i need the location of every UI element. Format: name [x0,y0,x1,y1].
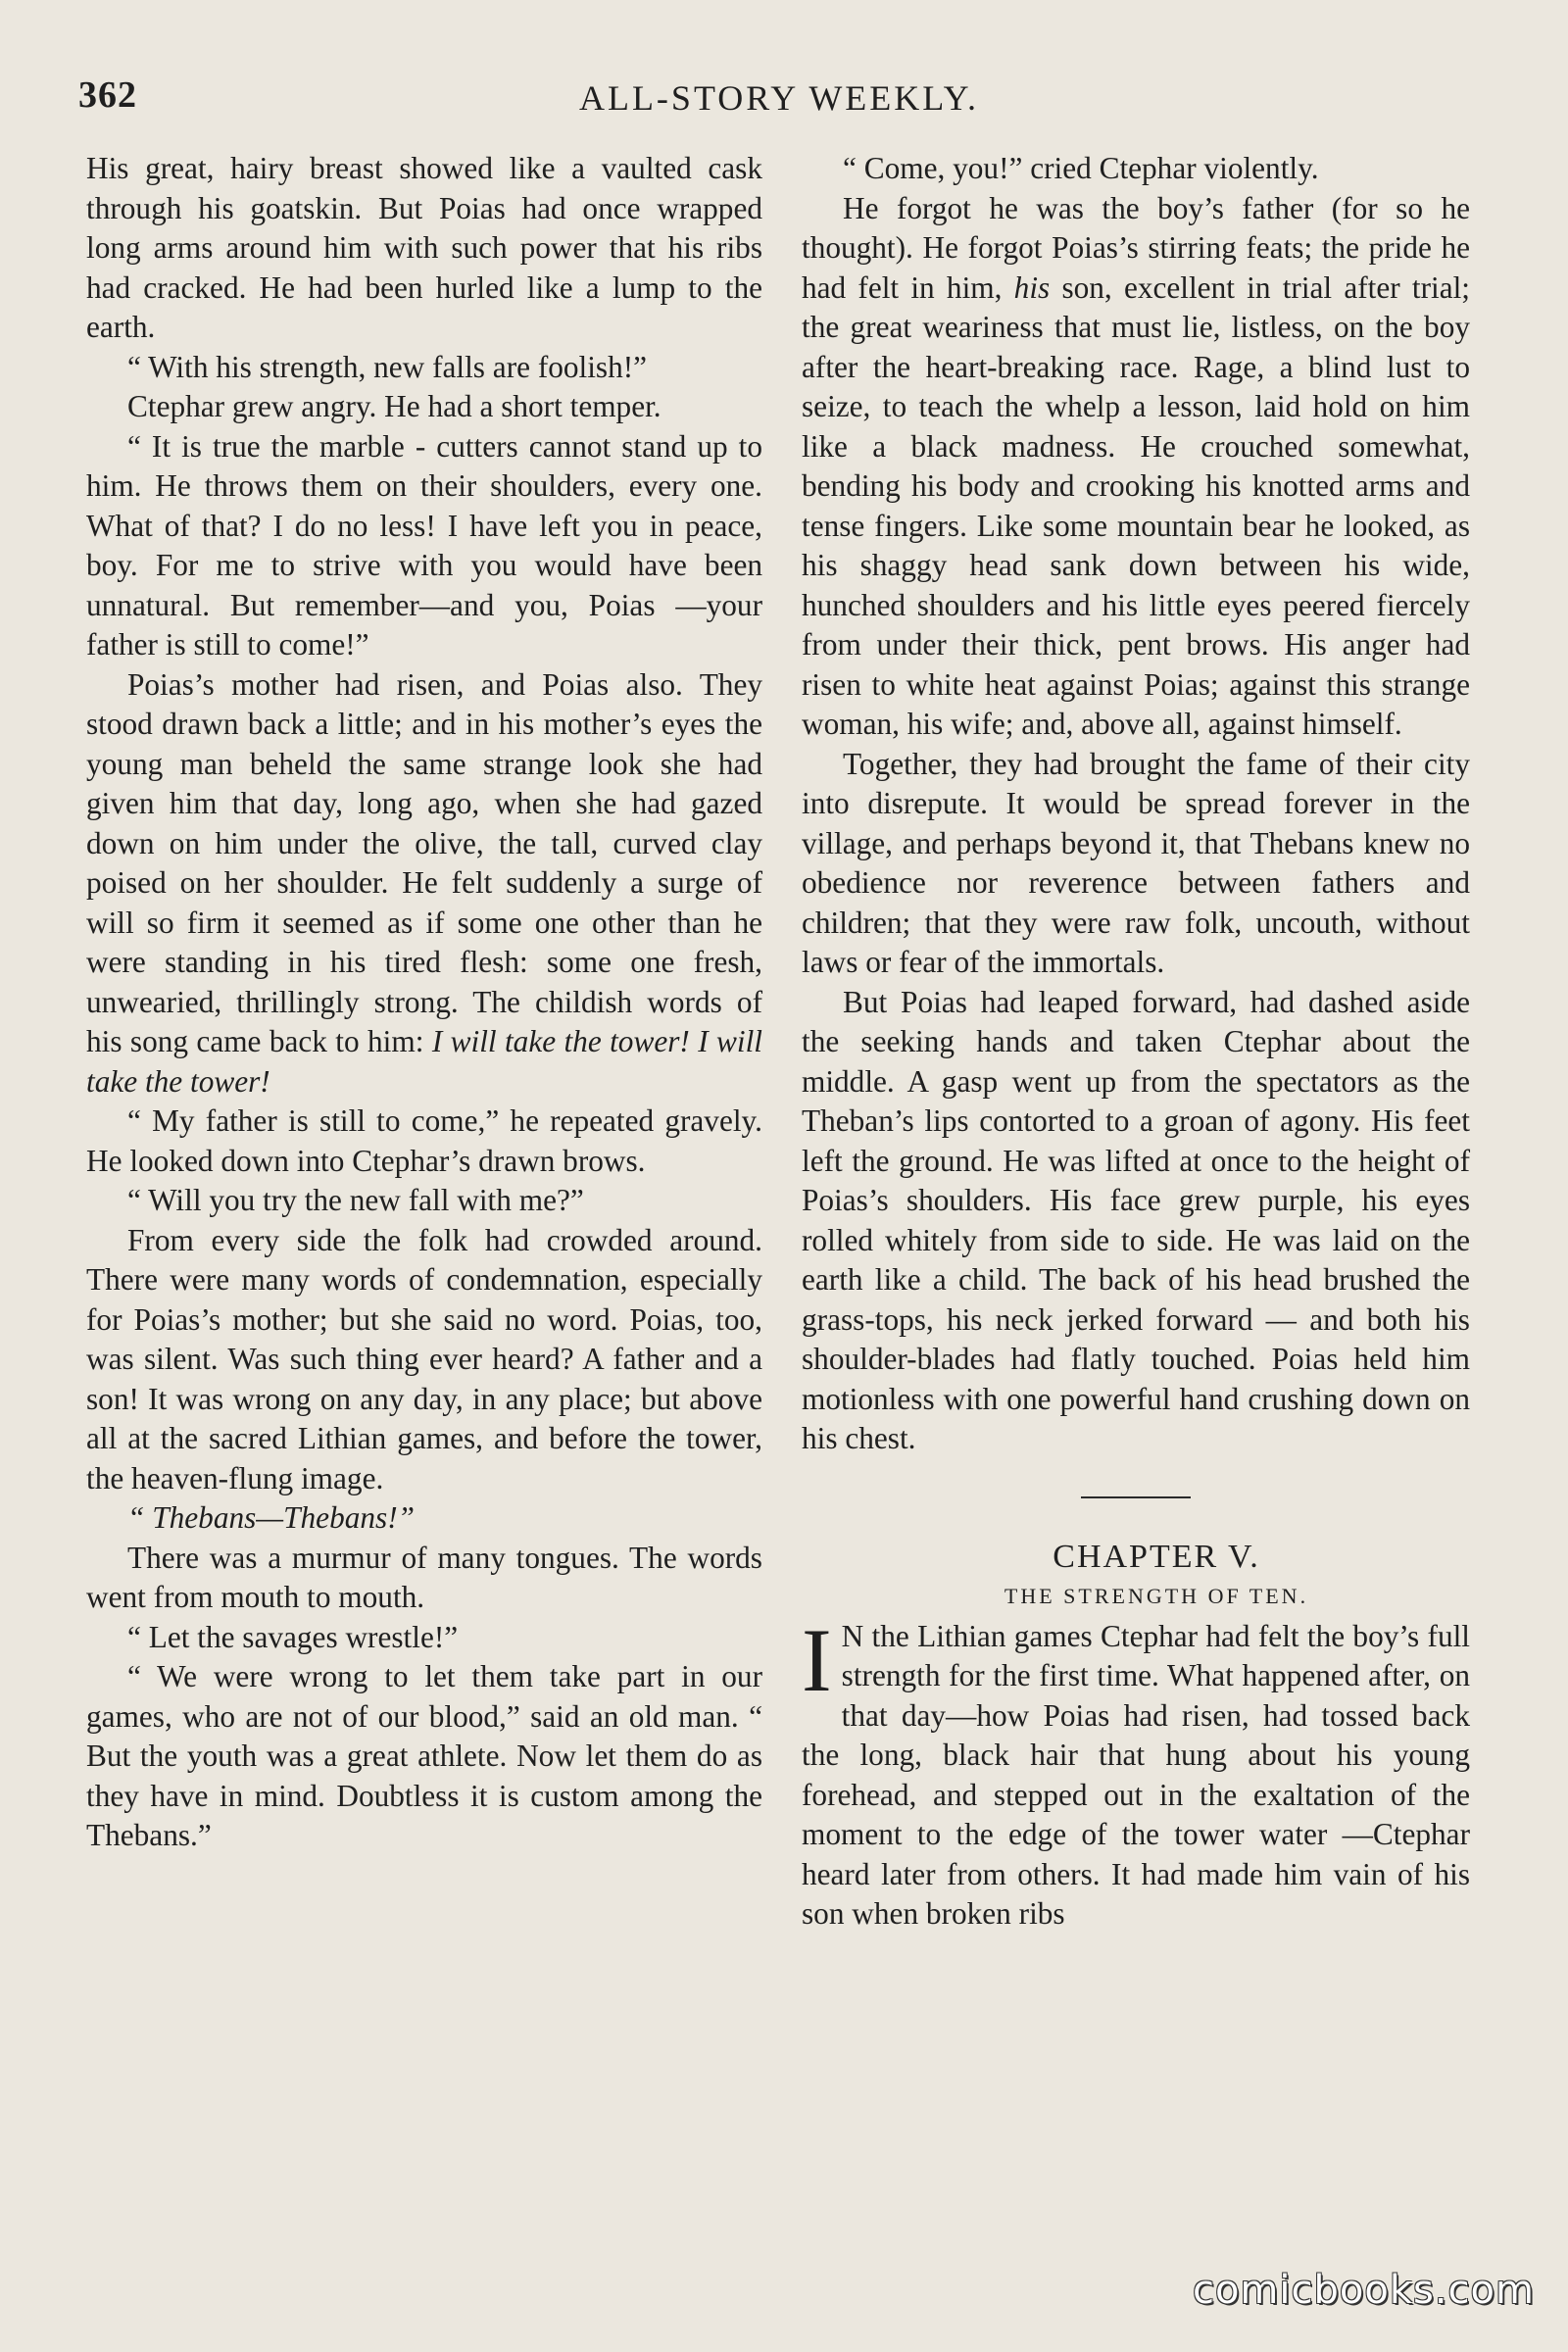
paragraph [802,189,1470,745]
paragraph: From every side the folk had crowded around. There were many words of condemnation, especially for Poias’s mother; but she said no word. Poias, too, was silent. Was such thing ever heard? A father and a son! It was wrong on any day, in any place; but above all at the sacred Lithian games, and before the tower, the heaven-flung image. [86,1222,762,1495]
right-column [802,149,1470,1935]
paragraph: There was a murmur of many tongues. The words went from mouth to mouth. [86,1540,762,1614]
paragraph: His great, hairy breast showed like a vaulted cask through his goatskin. But Poias had once wrapped long arms around him with such power that his ribs had cracked. He had been hurled like a lump to the earth. [86,151,762,344]
paragraph: Ctephar grew angry. He had a short temper. [127,389,662,423]
running-head: ALL-STORY WEEKLY. [578,78,980,118]
paragraph [802,1609,1470,1935]
italic-word: his [1013,270,1051,305]
paragraph: “ It is true the marble - cutters cannot stand up to him. He throws them on their shoulders, every one. What of that? I do no less! I have left you in peace, boy. For me to strive with you would have been unnatural. But remember—and you, Poias —your father is still to come!” [86,428,762,662]
paragraph: “ We were wrong to let them take part in our games, who are not of our blood,” said an old man. “ But the youth was a great athlete. Now let them do as they have in mind. Doubtless it is custom among the Thebans.” [86,1659,762,1852]
paragraph [86,1498,762,1539]
paragraph: “ Let the savages wrestle!” [127,1619,459,1654]
paragraph: But Poias had leaped forward, had dashed aside the seeking hands and taken Ctephar about the middle. A gasp went up from the spectators as the Theban’s lips contorted to a groan of agony. His feet left the ground. He was lifted at once to the height of Poias’s shoulders. His face grew purple, his eyes rolled whitely from side to side. He was laid on the earth like a child. The back of his head brushed the grass-tops, his neck jerked forward — and both his shoulder-blades had flatly touched. Poias held him motionless with one powerful hand crushing down on his chest. [802,984,1470,1455]
page-number: 362 [78,74,137,116]
paragraph-text: son, excellent in trial after trial; the great weariness that must lie, listless, on the boy after the heart-breaking race. Rage, a blind lust to seize, to teach the whelp a lesson, laid hold on him like a black madness. He crouched somewhat, bending his body and crooking his knotted arms and tense fingers. Like some mountain bear he looked, as his shaggy head sank down between his wide, hunched shoulders and his little eyes peered fiercely from under their thick, pent brows. His anger had risen to white heat against Poias; against this strange woman, his wife; and, above all, against himself. [802,270,1470,741]
chapter-title: CHAPTER V. [1053,1538,1260,1575]
site-watermark: comicbooks.com [1192,2268,1535,2313]
section-divider [1081,1496,1191,1498]
drop-cap: I [802,1609,832,1710]
left-column [86,149,762,1856]
paragraph: Together, they had brought the fame of their city into disrepute. It would be spread forever in the village, and perhaps beyond it, that Thebans knew no obedience nor reverence between fathers and children; that they were raw folk, uncouth, without laws or fear of the immortals. [802,746,1470,979]
paragraph-text: Poias’s mother had risen, and Poias also. They stood drawn back a little; and in his mother’s eyes the young man beheld the same strange look she had given him that day, long ago, when she had gazed down on him under the olive, the tall, curved clay poised on her shoulder. He felt suddenly a surge of will so firm it seemed as if some one other than he were standing in his tired flesh: some one fresh, unwearied, thrillingly strong. The childish words of his song came back to him: [86,666,762,1058]
paragraph: “ Come, you!” cried Ctephar violently. [843,151,1319,185]
paragraph: “ Will you try the new fall with me?” [127,1183,584,1217]
italic-song-text: I will take the tower! I will take the tower! [86,1024,762,1099]
paragraph [86,665,762,1102]
page-header [78,74,1480,132]
paragraph: “ My father is still to come,” he repeated gravely. He looked down into Ctephar’s drawn brows. [86,1103,762,1178]
paragraph-text: N the Lithian games Ctephar had felt the boy’s full strength for the first time. What happened after, on that day—how Poias had risen, had tossed back the long, black hair that hung about his young forehead, and stepped out in the exaltation of the moment to the edge of the tower water —Ctephar heard later from others. It had made him vain of his son when broken ribs [802,1618,1470,1931]
chapter-subtitle: THE STRENGTH OF TEN. [1004,1584,1309,1608]
italic-cry: “ Thebans—Thebans!” [127,1500,416,1535]
paragraph: “ With his strength, new falls are foolish!” [127,349,648,384]
paragraph-text: He forgot he was the boy’s father (for so he thought). He forgot Poias’s stirring feats; the pride he had felt in him, [802,190,1470,305]
